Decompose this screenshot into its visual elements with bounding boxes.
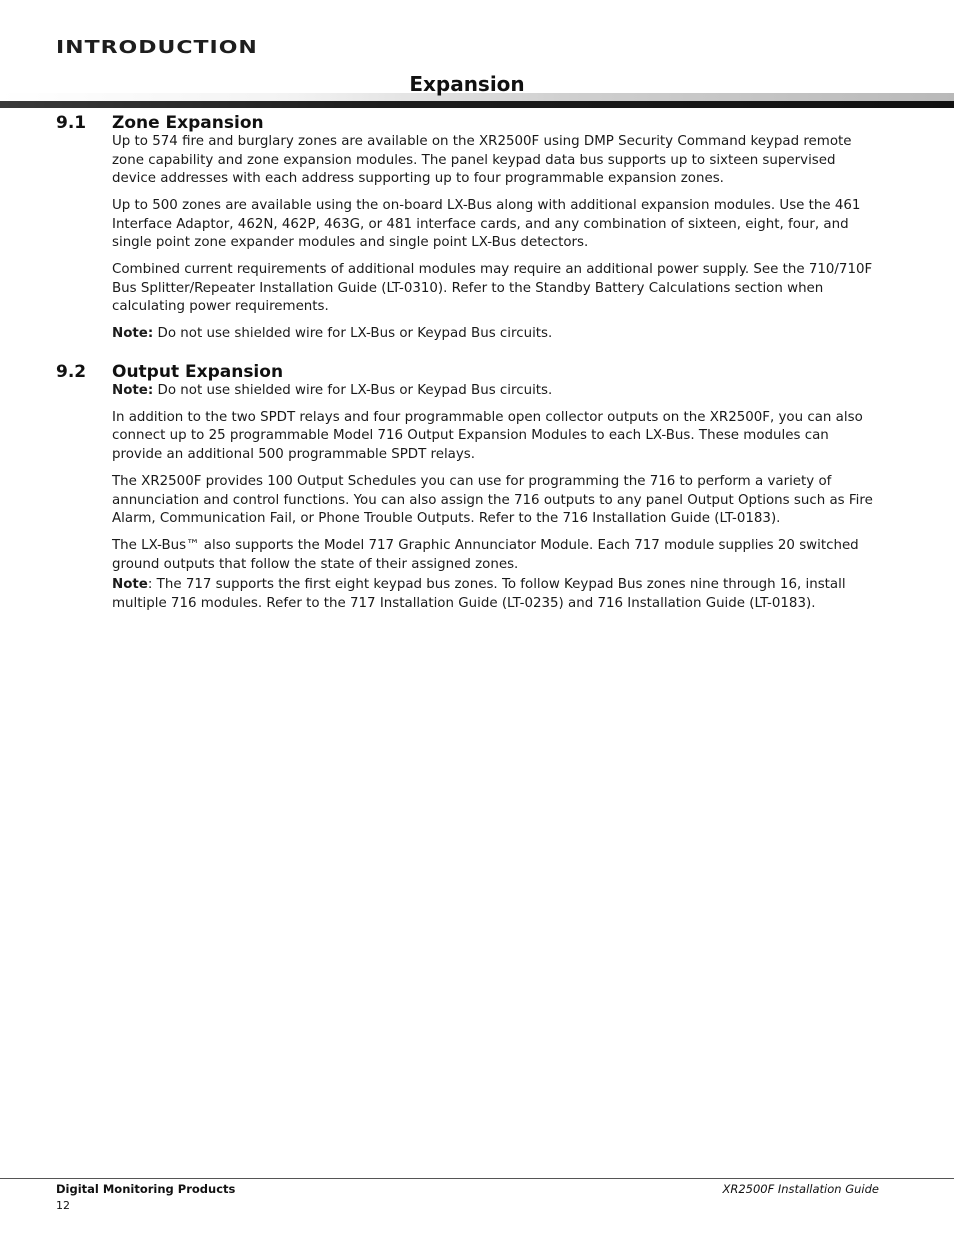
note: [112, 576, 880, 613]
paragraph: In addition to the two SPDT relays and four programmable open collector outputs on the XR2500F, you can also connect up to 25 programmable Model 716 Output Expansion Modules to each LX-Bus. These modules can provide an additional 500 programmable SPDT relays.: [112, 409, 863, 463]
footer-company: Digital Monitoring Products: [56, 1182, 236, 1196]
page-heading: Expansion: [409, 72, 525, 96]
paragraph: Up to 500 zones are available using the on-board LX-Bus along with additional expansion modules. Use the 461 Interface Adaptor, 462N, 462P, 463G, or 481 interface cards, and any combination of sixteen, eight, four, and single point zone expander modules and single point LX-Bus detectors.: [112, 198, 861, 251]
note-text: : The 717 supports the first eight keypad bus zones. To follow Keypad Bus zones nine through 16, install multiple 716 modules. Refer to the 717 Installation Guide (LT-0235) and 716 Installation Guide (LT-0183).: [112, 577, 846, 611]
section-body: [112, 382, 880, 613]
header-rule-dark: [0, 101, 954, 108]
paragraph: Up to 574 fire and burglary zones are available on the XR2500F using DMP Security Command keypad remote zone capability and zone expansion modules. The panel keypad data bus supports up to sixteen supervised device addresses with each address supporting up to four programmable expansion zones.: [112, 134, 852, 187]
page-number: 12: [56, 1199, 70, 1212]
note: [112, 382, 880, 401]
note-label: Note:: [112, 326, 154, 342]
paragraph: The XR2500F provides 100 Output Schedules you can use for programming the 716 to perform a variety of annunciation and control functions. You can also assign the 716 outputs to any panel Output Options such as Fire Alarm, Communication Fail, or Phone Trouble Outputs. Refer to the 716 Installation Guide (LT-0183).: [112, 473, 873, 527]
footer-guide-title: XR2500F Installation Guide: [722, 1182, 879, 1196]
section-title: Zone Expansion: [112, 113, 264, 133]
section-heading: [56, 113, 880, 133]
section-number: 9.2: [56, 362, 87, 382]
note-label: Note:: [112, 383, 154, 398]
section-zone-expansion: [56, 113, 880, 352]
section-heading: [56, 362, 880, 382]
footer-rule: [0, 1178, 954, 1179]
paragraph: The LX-Bus™ also supports the Model 717 Graphic Annunciator Module. Each 717 module supplies 20 switched ground outputs that follow the state of their assigned zones.: [112, 538, 859, 572]
paragraph: Combined current requirements of additional modules may require an additional power supply. See the 710/710F Bus Splitter/Repeater Installation Guide (LT-0310). Refer to the Standby Battery Calculations section when calculating power requirements.: [112, 262, 873, 315]
note: [112, 325, 880, 344]
section-number: 9.1: [56, 113, 87, 133]
section-title: Output Expansion: [112, 362, 284, 382]
note-label: Note: [112, 577, 148, 593]
note-text: Do not use shielded wire for LX-Bus or Keypad Bus circuits.: [153, 326, 553, 342]
section-output-expansion: [56, 362, 880, 622]
note-text: Do not use shielded wire for LX-Bus or Keypad Bus circuits.: [153, 383, 553, 398]
section-label: INTRODUCTION: [56, 37, 258, 58]
section-body: [112, 133, 880, 344]
